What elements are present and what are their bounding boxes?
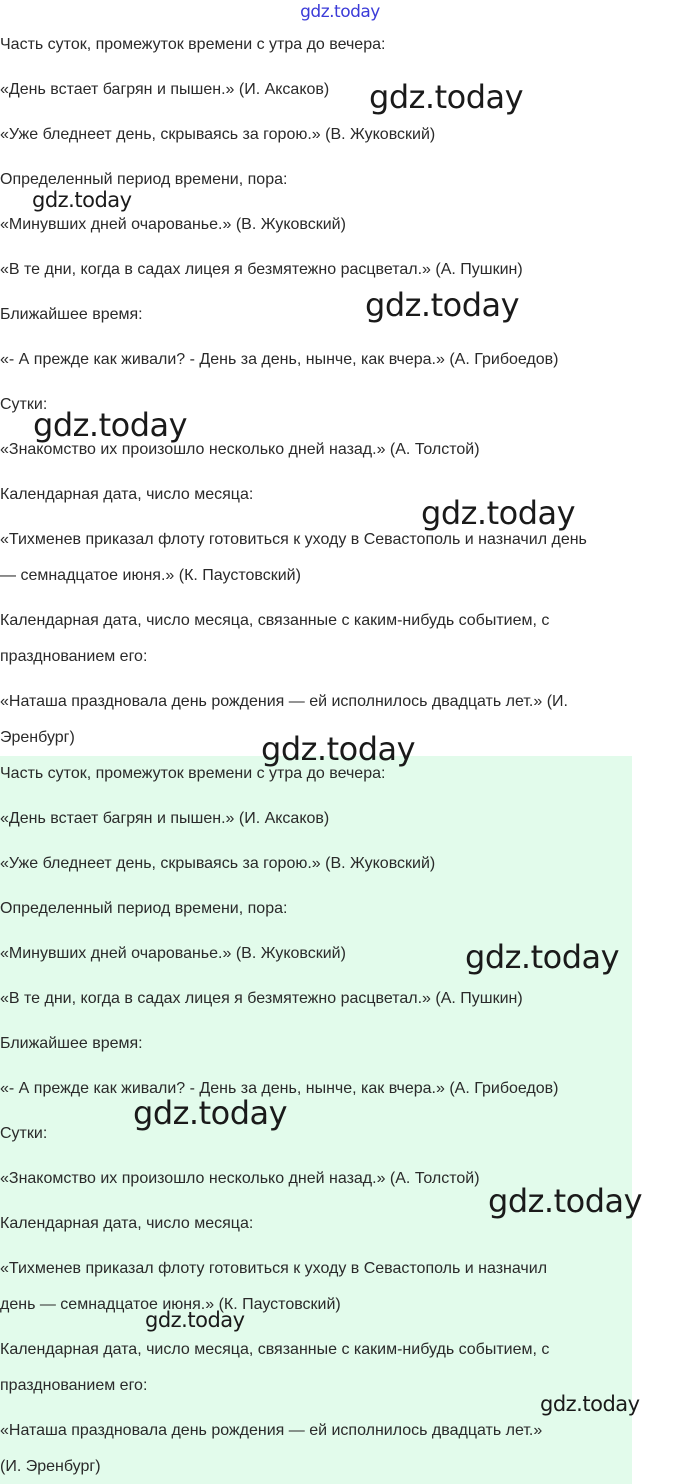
quote-line: «Тихменев приказал флоту готовиться к уходу в Севастополь и назначил: [0, 1260, 548, 1277]
quote-line: «Уже бледнеет день, скрываясь за горою.» (В. Жуковский): [0, 126, 436, 143]
definition-line: Календарная дата, число месяца, связанные с каким-нибудь событием, с: [0, 1341, 550, 1358]
watermark: gdz.today: [540, 1392, 640, 1416]
definition-line: Календарная дата, число месяца:: [0, 486, 254, 503]
quote-line: «Знакомство их произошло несколько дней назад.» (А. Толстой): [0, 1170, 480, 1187]
quote-line-continued: день — семнадцатое июня.» (К. Паустовский): [0, 1296, 341, 1313]
watermark: gdz.today: [32, 188, 132, 212]
definition-line: Определенный период времени, пора:: [0, 900, 288, 917]
watermark: gdz.today: [421, 494, 576, 532]
watermark: gdz.today: [465, 938, 620, 976]
definition-line: Календарная дата, число месяца:: [0, 1215, 254, 1232]
quote-line: «День встает багрян и пышен.» (И. Аксаков): [0, 810, 330, 827]
watermark: gdz.today: [33, 406, 188, 444]
quote-line-continued: — семнадцатое июня.» (К. Паустовский): [0, 567, 301, 584]
quote-line: «- А прежде как живали? - День за день, нынче, как вчера.» (А. Грибоедов): [0, 1080, 559, 1097]
quote-line: «Уже бледнеет день, скрываясь за горою.» (В. Жуковский): [0, 855, 436, 872]
quote-line: «В те дни, когда в садах лицея я безмятежно расцветал.» (А. Пушкин): [0, 261, 523, 278]
definition-line: Определенный период времени, пора:: [0, 171, 288, 188]
definition-line: Часть суток, промежуток времени с утра до вечера:: [0, 765, 386, 782]
quote-line: «Минувших дней очарованье.» (В. Жуковский): [0, 216, 346, 233]
definition-line: Часть суток, промежуток времени с утра до вечера:: [0, 36, 386, 53]
watermark: gdz.today: [365, 286, 520, 324]
watermark: gdz.today: [261, 730, 416, 768]
quote-line: «День встает багрян и пышен.» (И. Аксаков): [0, 81, 330, 98]
quote-line: «Тихменев приказал флоту готовиться к уходу в Севастополь и назначил день: [0, 531, 587, 548]
definition-line: Календарная дата, число месяца, связанные с каким-нибудь событием, с: [0, 612, 550, 629]
watermark: gdz.today: [145, 1308, 245, 1332]
definition-line-continued: празднованием его:: [0, 1377, 148, 1394]
header-watermark: gdz.today: [300, 2, 380, 22]
definition-line: Ближайшее время:: [0, 1035, 143, 1052]
quote-line: «В те дни, когда в садах лицея я безмятежно расцветал.» (А. Пушкин): [0, 990, 523, 1007]
quote-line: «Наташа праздновала день рождения — ей исполнилось двадцать лет.» (И.: [0, 693, 568, 710]
quote-line: «Минувших дней очарованье.» (В. Жуковский): [0, 945, 346, 962]
definition-line: Сутки:: [0, 396, 48, 413]
quote-line: «Знакомство их произошло несколько дней назад.» (А. Толстой): [0, 441, 480, 458]
quote-line: «- А прежде как живали? - День за день, нынче, как вчера.» (А. Грибоедов): [0, 351, 559, 368]
definition-line: Сутки:: [0, 1125, 48, 1142]
definition-line: Ближайшее время:: [0, 306, 143, 323]
quote-line-continued: Эренбург): [0, 729, 75, 746]
watermark: gdz.today: [369, 78, 524, 116]
quote-line: «Наташа праздновала день рождения — ей исполнилось двадцать лет.»: [0, 1422, 543, 1439]
quote-line-continued: (И. Эренбург): [0, 1458, 101, 1475]
watermark: gdz.today: [133, 1094, 288, 1132]
definition-line-continued: празднованием его:: [0, 648, 148, 665]
watermark: gdz.today: [488, 1182, 643, 1220]
